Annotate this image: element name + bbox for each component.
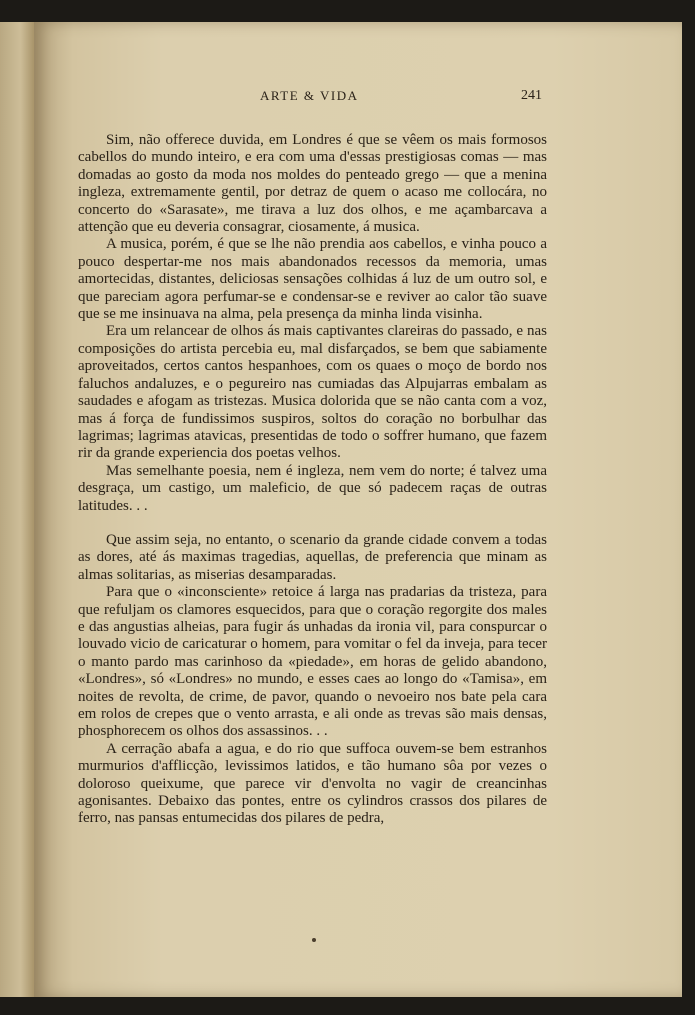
body-text <box>78 132 547 828</box>
previous-page-edge <box>0 22 35 997</box>
paragraph: Era um relancear de olhos ás mais captivantes clareiras do passado, e nas composições do artista percebia eu, mal disfarçados, se bem que sabiamente aproveitados, certos cantos hespanhoes, com os quaes o moço de bordo nos faluchos andaluzes, e o pegureiro nas cumiadas das Alpujarras embalam as saudades e afogam as tristezas. Musica dolorida que se não canta com a voz, mas á força de fundissimos suspiros, soltos do coração no borbulhar das lagrimas; lagrimas atavicas, presentidas de todo o soffrer humano, que fazem rir da grande experiencia dos poetas velhos. <box>78 323 547 462</box>
book-page <box>34 22 682 997</box>
section-break <box>78 515 547 532</box>
paragraph: Mas semelhante poesia, nem é ingleza, nem vem do norte; é talvez uma desgraça, um castigo, um maleficio, de que só padecem raças de outras latitudes. . . <box>78 462 547 514</box>
ink-speck <box>312 938 316 942</box>
paragraph: Que assim seja, no entanto, o scenario da grande cidade convem a todas as dores, até ás maximas tragedias, aquellas, de preferencia que minam as almas solitarias, as miserias desamparadas. <box>78 531 547 583</box>
paragraph: Sim, não offerece duvida, em Londres é que se vêem os mais formosos cabellos do mundo inteiro, e era com uma d'essas prestigiosas comas — mas domadas ao gosto da moda nos moldes do penteado grego — que a menina ingleza, extremamente gentil, por detraz de quem o acaso me collocára, no concerto do «Sarasate», me tirava a luz dos olhos, e me açambarcava a attenção que eu deveria consagrar, ciosamente, á musica. <box>78 132 547 236</box>
running-head <box>34 88 682 108</box>
paragraph: Para que o «inconsciente» retoice á larga nas pradarias da tristeza, para que refuljam os clamores esquecidos, para que o coração regorgite dos males e das angustias alheias, para fugir ás unhadas da ironia vil, para conspurcar o louvado vicio de caricaturar o homem, para vomitar o fel da inveja, para tecer o manto pardo mas carinhoso da «piedade», em horas de gelido abandono, «Londres», só «Londres» no mundo, e esses caes ao longo do «Tamisa», em noites de revolta, de crime, de pavor, quando o nevoeiro nos bate pela cara em rolos de crepes que o vento arrasta, e ali onde as trevas são mais densas, phosphorecem os olhos dos assassinos. . . <box>78 584 547 740</box>
paragraph: A musica, porém, é que se lhe não prendia aos cabellos, e vinha pouco a pouco despertar-me nos mais abandonados recessos da memoria, umas amortecidas, distantes, deliciosas sensações colhidas á luz de um outro sol, e que pareciam agora perfumar-se e condensar-se e reviver ao calor tão suave que se me insinuava na alma, pela presença da minha linda visinha. <box>78 236 547 323</box>
page-number: 241 <box>521 88 542 103</box>
running-title: ARTE & VIDA <box>260 88 359 103</box>
paragraph: A cerração abafa a agua, e do rio que suffoca ouvem-se bem estranhos murmurios d'afflicção, levissimos latidos, e tão humano sôa por vezes o doloroso queixume, que parece vir d'envolta no vagir de creancinhas agonisantes. Debaixo das pontes, entre os cylindros crassos dos pilares de ferro, nas pansas entumecidas dos pilares de pedra, <box>78 740 547 827</box>
